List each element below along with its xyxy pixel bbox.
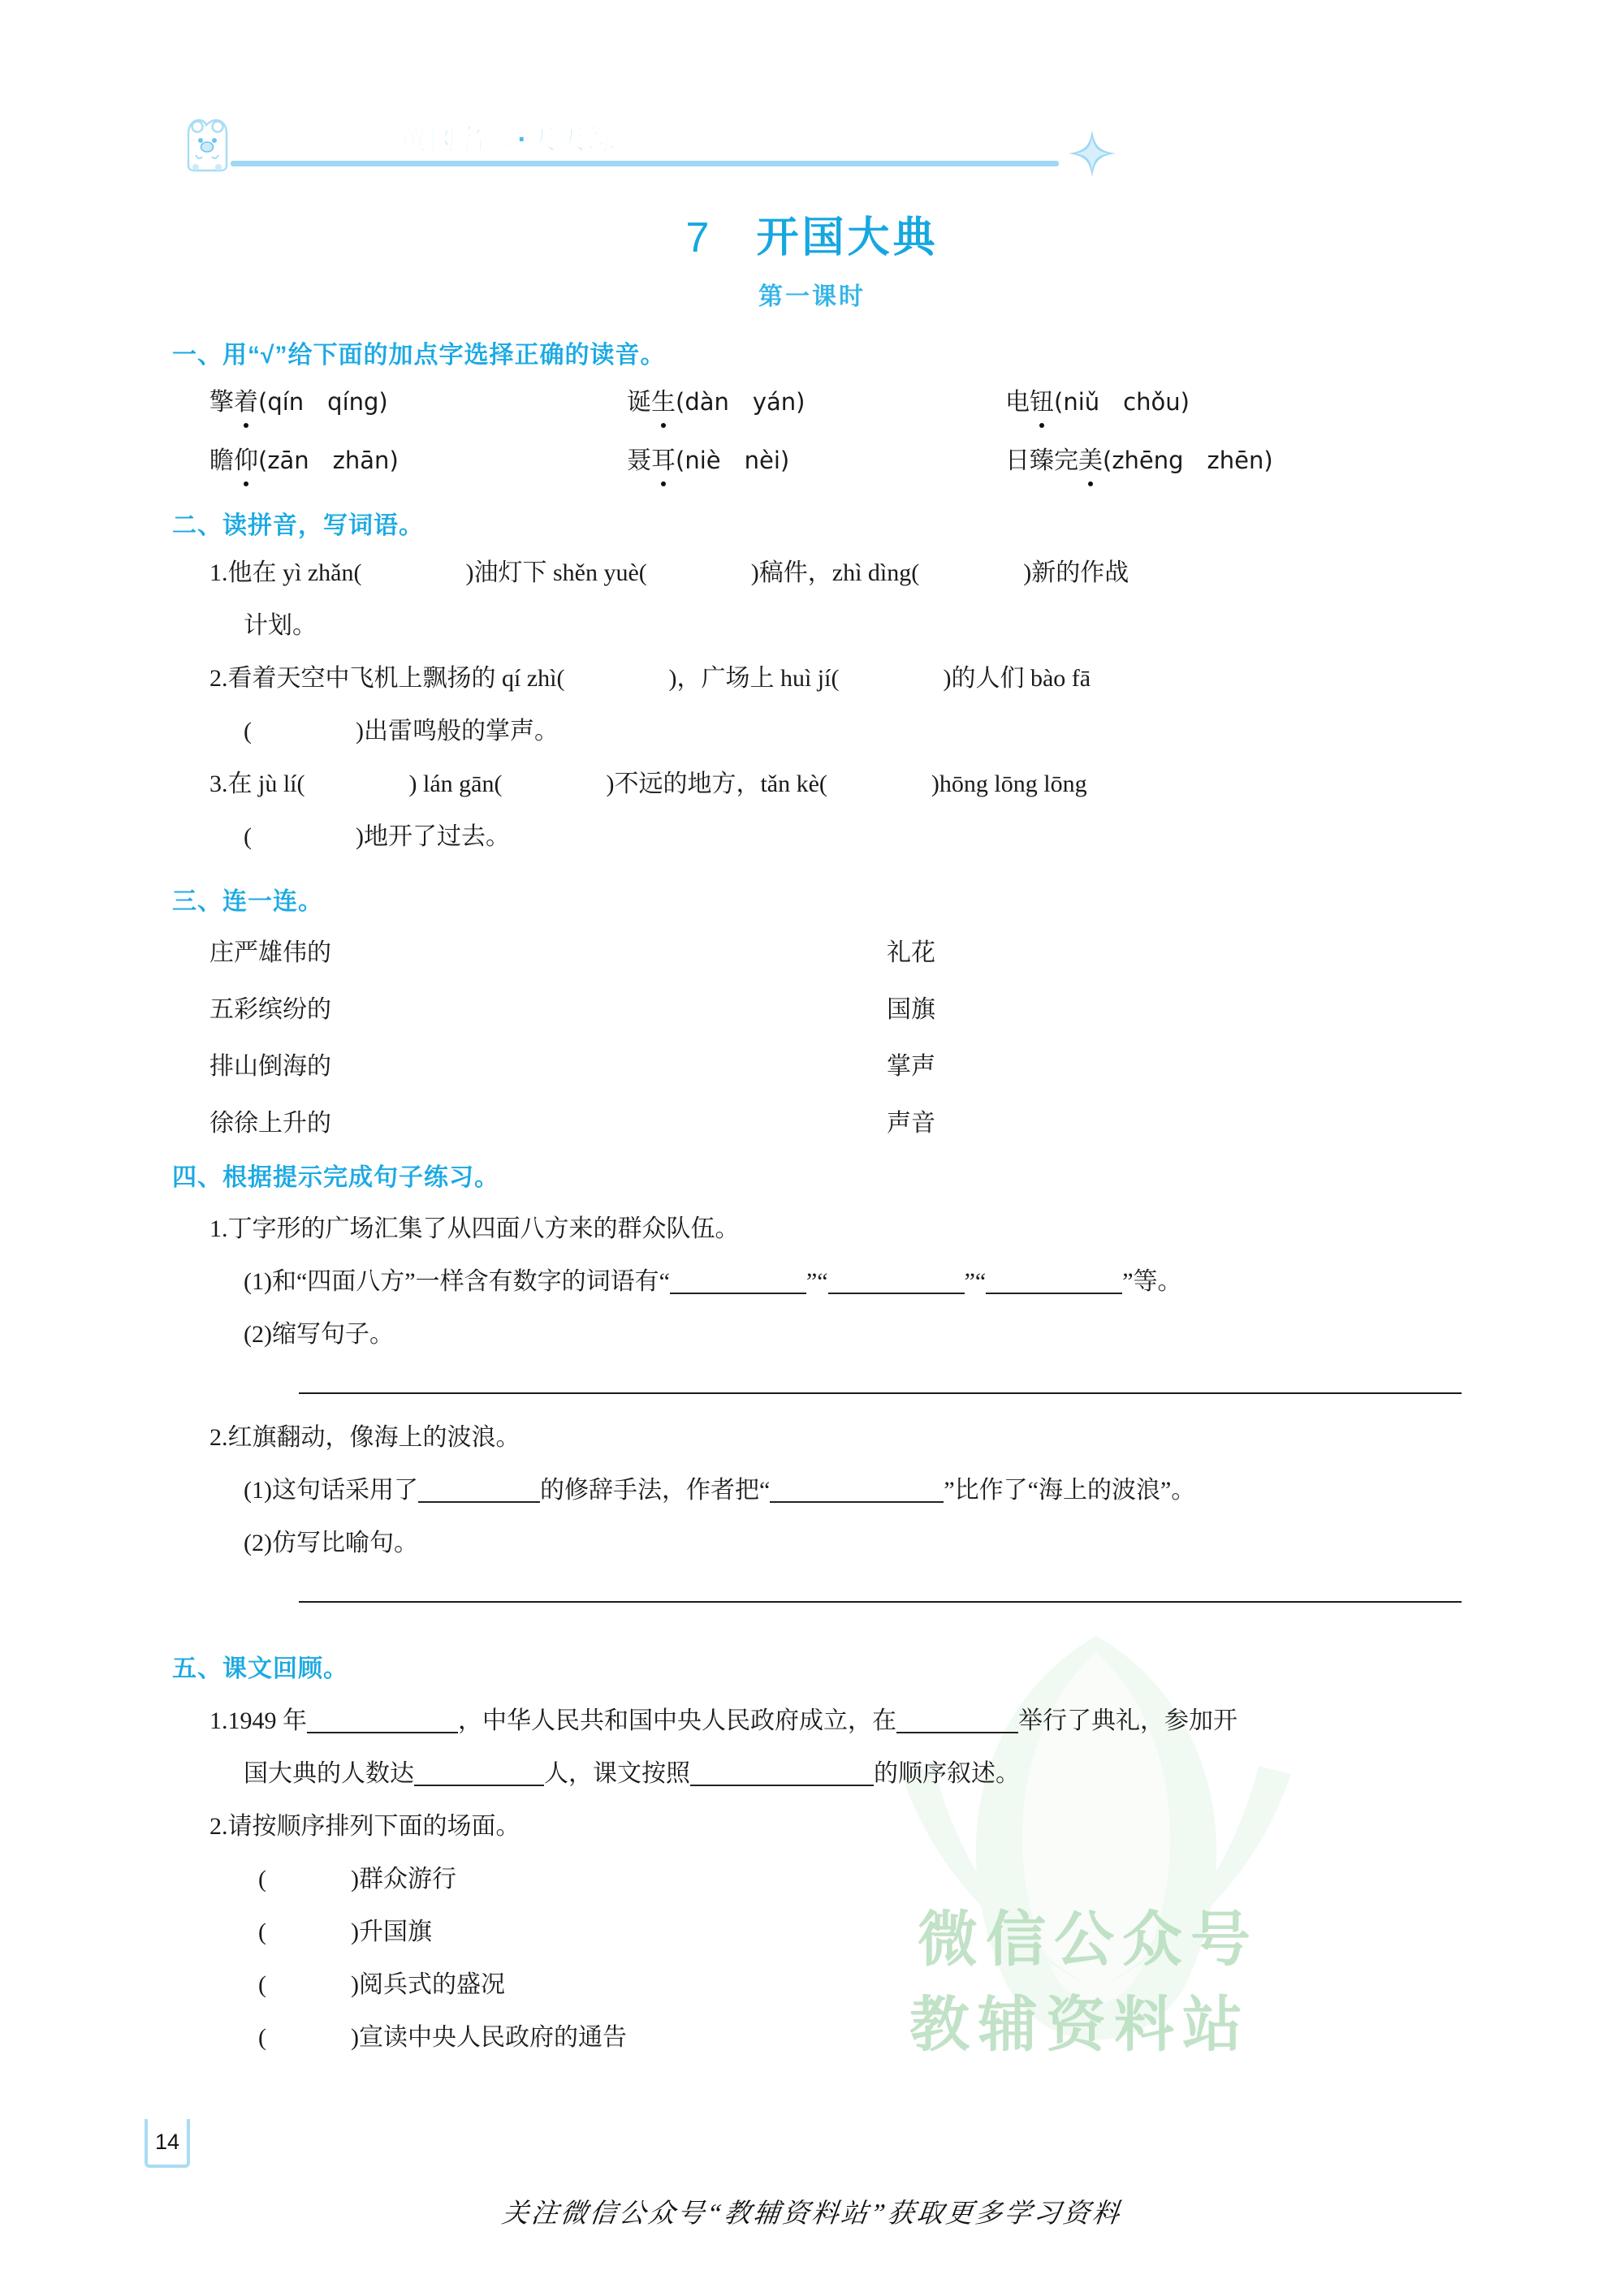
section-5-q1-line1[interactable] [209,1700,1237,1736]
q1-text-d: )新的作战 [1023,559,1129,586]
pinyin-item-6[interactable] [1005,440,1273,476]
match-left-item-4[interactable]: 徐徐上升的 [209,1110,331,1137]
answer-blank[interactable] [986,1267,1122,1294]
pinyin-item-4[interactable] [209,440,399,476]
lesson-period: 第一课时 [758,283,866,310]
section-2-q1-line1[interactable] [209,552,1129,588]
pinyin-item-2[interactable] [627,382,806,417]
match-right-item-4[interactable]: 声音 [887,1110,935,1137]
match-right-item-2[interactable]: 国旗 [887,996,935,1023]
pinyin-item-5[interactable] [627,440,789,476]
pinyin-options[interactable]: (niǔ chǒu) [1054,388,1190,416]
watermark-line-1: 微信公众号 [918,1905,1259,1975]
section-2-q3-line2[interactable] [244,816,510,852]
footer-note: 关注微信公众号“教辅资料站”获取更多学习资料 [500,2199,1124,2229]
order-paren-open: ( [258,2024,266,2051]
section-2-q2-line2[interactable] [244,710,559,746]
order-paren-open: ( [258,1866,266,1893]
q2-sub1-text-c: ”比作了“海上的波浪”。 [944,1477,1196,1504]
pinyin-dot-char: 钮 [1030,382,1054,417]
section-4-q2-sub2: (2)仿写比喻句。 [244,1530,418,1556]
q1-text-b: ，中华人民共和国中央人民政府成立，在 [458,1707,896,1734]
brand-title: 黄冈名师·天天练 [400,123,617,155]
section-5-q2: 2.请按顺序排列下面的场面。 [209,1813,520,1840]
q1-text-c: 举行了典礼，参加开 [1018,1707,1237,1734]
pinyin-options[interactable]: (dàn yán) [676,388,806,416]
section-4-q1: 1.丁字形的广场汇集了从四面八方来的群众队伍。 [209,1215,740,1242]
lesson-title: 开国大典 [756,214,939,261]
section-2-q1-line2: 计划。 [244,612,317,639]
order-item-label: 群众游行 [359,1866,456,1893]
pinyin-dot-char: 耳 [651,440,676,476]
q2-sub1-text-a: (1)这句话采用了 [244,1477,418,1504]
page-title [0,203,1624,264]
pinyin-dot-char: 美 [1078,440,1103,476]
pinyin-word-prefix: 瞻 [209,447,234,474]
section-4-heading: 四、根据提示完成句子练习。 [172,1164,499,1191]
pinyin-word-prefix: 日臻完 [1005,447,1078,474]
answer-rule-1[interactable] [299,1392,1462,1394]
section-4-q1-sub1[interactable] [244,1261,1182,1297]
q1-text-c: )稿件，zhì dìng( [750,559,920,586]
answer-blank[interactable] [418,1475,540,1503]
answer-blank[interactable] [896,1706,1018,1733]
pinyin-options[interactable]: (zhēng zhēn) [1103,447,1273,474]
q1-text-a: 1.他在 yì zhǎn( [209,559,362,586]
answer-blank[interactable] [690,1759,874,1786]
section-4-q1-sub2: (2)缩写句子。 [244,1321,394,1348]
order-item-2[interactable] [258,1911,432,1947]
q3-text-f: )地开了过去。 [356,823,510,850]
q3-text-b: ) lán gān( [408,770,503,797]
pinyin-word-prefix: 擎 [209,389,234,416]
section-5-heading: 五、课文回顾。 [172,1655,348,1682]
match-left-item-1[interactable]: 庄严雄伟的 [209,939,331,966]
pinyin-options[interactable]: (niè nèi) [676,447,790,474]
q3-text-a: 3.在 jù lí( [209,770,305,797]
order-item-label: 升国旗 [359,1919,432,1945]
answer-blank[interactable] [307,1706,458,1733]
q2-sub1-text-b: 的修辞手法，作者把“ [539,1477,771,1504]
q1-text-f: 的顺序叙述。 [874,1760,1020,1787]
q3-text-e: ( [244,823,252,850]
q3-text-d: )hōng lōng lōng [931,770,1087,797]
section-4-q2: 2.红旗翻动，像海上的波浪。 [209,1424,520,1451]
section-3-heading: 三、连一连。 [172,888,323,915]
match-right-item-3[interactable]: 掌声 [887,1053,935,1080]
match-left-item-2[interactable]: 五彩缤纷的 [209,996,331,1023]
order-paren-close: ) [351,1971,359,1998]
q2-text-e: )出雷鸣般的掌声。 [356,718,559,745]
order-item-1[interactable] [258,1858,456,1894]
order-paren-open: ( [258,1971,266,1998]
section-2-q2-line1[interactable] [209,658,1091,693]
q1-sub1-text-a: (1)和“四面八方”一样含有数字的词语有“ [244,1268,670,1295]
brand-header [159,110,1458,179]
section-2-heading: 二、读拼音，写词语。 [172,512,424,539]
order-paren-close: ) [351,1866,359,1893]
star-icon [1067,128,1117,179]
pinyin-item-1[interactable] [209,382,388,417]
match-left-item-3[interactable]: 排山倒海的 [209,1053,331,1080]
q1-sub1-text-d: ”等。 [1122,1268,1182,1295]
order-paren-close: ) [351,1919,359,1945]
order-item-label: 阅兵式的盛况 [359,1971,505,1998]
order-item-3[interactable] [258,1964,505,2000]
order-paren-open: ( [258,1919,266,1945]
q3-text-c: )不远的地方，tǎn kè( [606,770,827,797]
q1-sub1-text-c: ”“ [964,1268,987,1295]
page-number-tab [145,2119,190,2168]
pinyin-dot-char: 仰 [234,440,258,476]
section-5-q1-line2[interactable] [244,1753,1020,1789]
pinyin-dot-char: 生 [651,382,676,417]
q1-sub1-text-b: ”“ [806,1268,828,1295]
pinyin-word-prefix: 聂 [627,447,651,474]
q2-text-b: )，广场上 huì jí( [668,665,840,692]
section-4-q2-sub1[interactable] [244,1470,1195,1505]
brand-underline [231,161,1059,166]
order-item-label: 宣读中央人民政府的通告 [359,2024,627,2051]
bear-icon [182,115,232,174]
answer-blank[interactable] [670,1267,806,1294]
q1-text-e: 人，课文按照 [544,1760,690,1787]
q2-text-c: )的人们 bào fā [943,665,1091,692]
order-paren-close: ) [351,2024,359,2051]
page-number: 14 [154,2129,180,2154]
q1-text-d: 国大典的人数达 [244,1760,414,1787]
watermark-line-2: 教辅资料站 [909,1990,1250,2060]
answer-blank[interactable] [828,1267,965,1294]
answer-blank[interactable] [414,1759,544,1786]
pinyin-item-3[interactable] [1005,382,1190,417]
q1-text-a: 1.1949 年 [209,1707,307,1734]
match-right-item-1[interactable]: 礼花 [887,939,935,966]
pinyin-dot-char: 着 [234,382,258,417]
answer-blank[interactable] [770,1475,944,1503]
order-item-4[interactable] [258,2017,627,2052]
q2-text-d: ( [244,718,252,745]
section-1-heading: 一、用“√”给下面的加点字选择正确的读音。 [172,342,666,369]
q1-text-b: )油灯下 shěn yuè( [465,559,647,586]
q2-text-a: 2.看着天空中飞机上飘扬的 qí zhì( [209,665,565,692]
pinyin-word-prefix: 诞 [627,389,651,416]
answer-rule-2[interactable] [299,1601,1462,1603]
lesson-number: 7 [685,214,713,261]
pinyin-options[interactable]: (zān zhān) [258,447,399,474]
section-2-q3-line1[interactable] [209,763,1087,799]
pinyin-options[interactable]: (qín qíng) [258,388,388,416]
pinyin-word-prefix: 电 [1005,389,1030,416]
